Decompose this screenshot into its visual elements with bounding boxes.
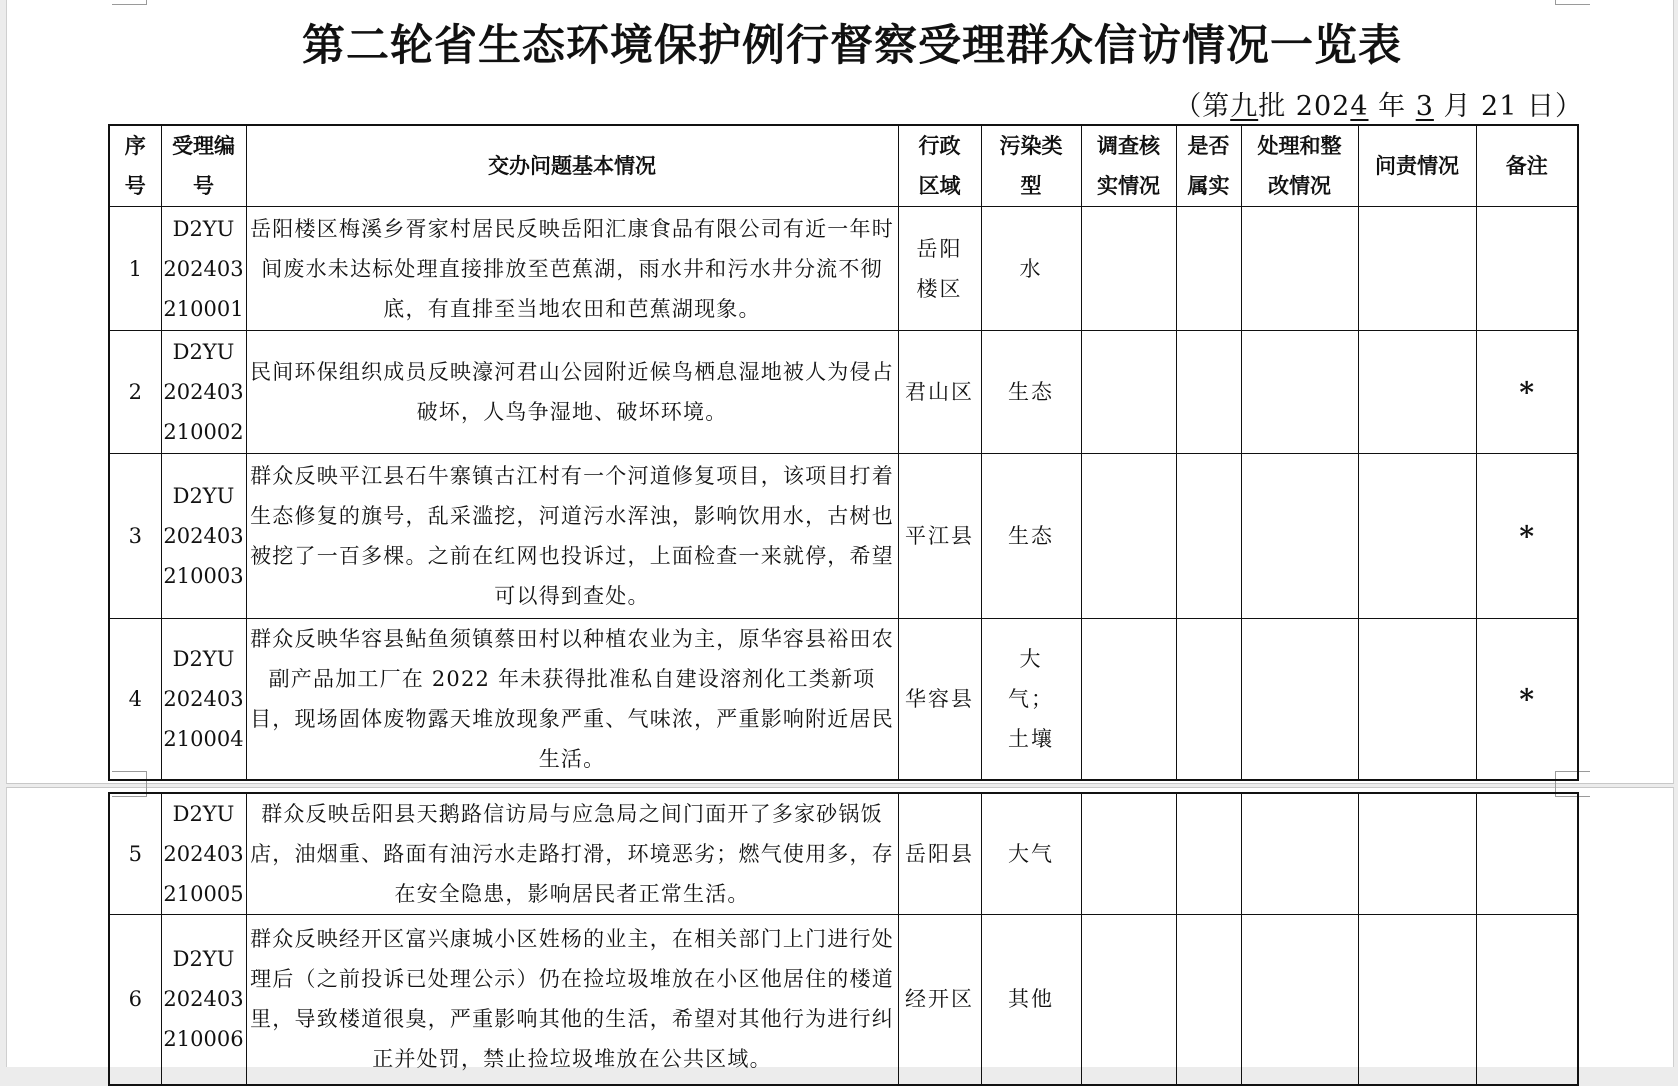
row-investigation	[1081, 331, 1176, 454]
row-remarks	[1476, 207, 1578, 331]
row-investigation	[1081, 619, 1176, 781]
crop-mark-top-left	[112, 0, 147, 5]
row-code: D2YU 202403 210005	[161, 793, 246, 915]
table-row	[109, 331, 1578, 454]
document-title: 第二轮省生态环境保护例行督察受理群众信访情况一览表	[302, 21, 1402, 71]
row-handling	[1241, 454, 1358, 619]
row-investigation	[1081, 207, 1176, 331]
row-verified	[1176, 793, 1241, 915]
row-accountability	[1358, 331, 1476, 454]
table-header-row	[109, 125, 1578, 207]
row-remarks	[1476, 915, 1578, 1085]
row-verified	[1176, 454, 1241, 619]
row-description: 群众反映平江县石牛寨镇古江村有一个河道修复项目，该项目打着生态修复的旗号，乱采滥挖，河道污水浑浊，影响饮用水，古树也被挖了一百多棵。之前在红网也投诉过，上面检查一来就停，希望可以得到查处。	[246, 454, 898, 619]
row-verified	[1176, 915, 1241, 1085]
header-investigation: 调查核 实情况	[1081, 125, 1176, 207]
row-seq: 2	[109, 331, 161, 454]
row-seq: 6	[109, 915, 161, 1085]
row-pollution-type: 大气；土壤	[981, 619, 1081, 781]
table-row	[109, 207, 1578, 331]
table-row	[109, 454, 1578, 619]
row-handling	[1241, 793, 1358, 915]
row-handling	[1241, 619, 1358, 781]
row-pollution-type: 大气	[981, 793, 1081, 915]
row-accountability	[1358, 454, 1476, 619]
row-pollution-type: 生态	[981, 331, 1081, 454]
table-row	[109, 915, 1578, 1085]
row-region: 经开区	[898, 915, 981, 1085]
row-remarks: *	[1476, 619, 1578, 781]
row-remarks	[1476, 793, 1578, 915]
row-description: 民间环保组织成员反映濠河君山公园附近候鸟栖息湿地被人为侵占破坏，人鸟争湿地、破坏环境。	[246, 331, 898, 454]
row-pollution-type: 生态	[981, 454, 1081, 619]
row-verified	[1176, 331, 1241, 454]
row-remarks: *	[1476, 454, 1578, 619]
row-remarks: *	[1476, 331, 1578, 454]
header-verified: 是否 属实	[1176, 125, 1241, 207]
complaint-table-page-1	[108, 124, 1579, 781]
row-accountability	[1358, 619, 1476, 781]
row-description: 群众反映经开区富兴康城小区姓杨的业主，在相关部门上门进行处理后（之前投诉已处理公示）仍在捡垃圾堆放在小区他居住的楼道里，导致楼道很臭，严重影响其他的生活，希望对其他行为进行纠正并处罚，禁止捡垃圾堆放在公共区域。	[246, 915, 898, 1085]
row-description: 群众反映华容县鲇鱼须镇蔡田村以种植农业为主，原华容县裕田农副产品加工厂在 2022 年未获得批准私自建设溶剂化工类新项目，现场固体废物露天堆放现象严重、气味浓，严重影响附近居民生活。	[246, 619, 898, 781]
header-remarks: 备注	[1476, 125, 1578, 207]
row-region: 君山区	[898, 331, 981, 454]
row-code: D2YU 202403 210006	[161, 915, 246, 1085]
table-row	[109, 619, 1578, 781]
row-accountability	[1358, 793, 1476, 915]
row-verified	[1176, 207, 1241, 331]
header-accountability: 问责情况	[1358, 125, 1476, 207]
row-accountability	[1358, 915, 1476, 1085]
row-code: D2YU 202403 210003	[161, 454, 246, 619]
row-description: 岳阳楼区梅溪乡胥家村居民反映岳阳汇康食品有限公司有近一年时间废水未达标处理直接排放至芭蕉湖，雨水井和污水井分流不彻底，有直排至当地农田和芭蕉湖现象。	[246, 207, 898, 331]
row-code: D2YU 202403 210002	[161, 331, 246, 454]
complaint-table-page-2	[108, 792, 1579, 1086]
row-region: 平江县	[898, 454, 981, 619]
batch-date: （第九批 2024 年 3 月 21 日）	[1174, 91, 1583, 122]
row-code: D2YU 202403 210004	[161, 619, 246, 781]
header-code: 受理编 号	[161, 125, 246, 207]
row-handling	[1241, 331, 1358, 454]
row-handling	[1241, 207, 1358, 331]
row-region: 岳阳县	[898, 793, 981, 915]
row-investigation	[1081, 454, 1176, 619]
header-region: 行政 区域	[898, 125, 981, 207]
row-pollution-type: 水	[981, 207, 1081, 331]
header-handling: 处理和整 改情况	[1241, 125, 1358, 207]
row-verified	[1176, 619, 1241, 781]
row-code: D2YU 202403 210001	[161, 207, 246, 331]
row-region: 华容县	[898, 619, 981, 781]
row-accountability	[1358, 207, 1476, 331]
header-description: 交办问题基本情况	[246, 125, 898, 207]
header-seq: 序 号	[109, 125, 161, 207]
row-seq: 3	[109, 454, 161, 619]
row-seq: 5	[109, 793, 161, 915]
header-pollution-type: 污染类 型	[981, 125, 1081, 207]
row-handling	[1241, 915, 1358, 1085]
row-region: 岳阳楼区	[898, 207, 981, 331]
row-investigation	[1081, 793, 1176, 915]
row-seq: 1	[109, 207, 161, 331]
crop-mark-top-right	[1555, 0, 1590, 5]
row-description: 群众反映岳阳县天鹅路信访局与应急局之间门面开了多家砂锅饭店，油烟重、路面有油污水走路打滑，环境恶劣；燃气使用多，存在安全隐患，影响居民者正常生活。	[246, 793, 898, 915]
row-pollution-type: 其他	[981, 915, 1081, 1085]
row-investigation	[1081, 915, 1176, 1085]
table-row	[109, 793, 1578, 915]
row-seq: 4	[109, 619, 161, 781]
